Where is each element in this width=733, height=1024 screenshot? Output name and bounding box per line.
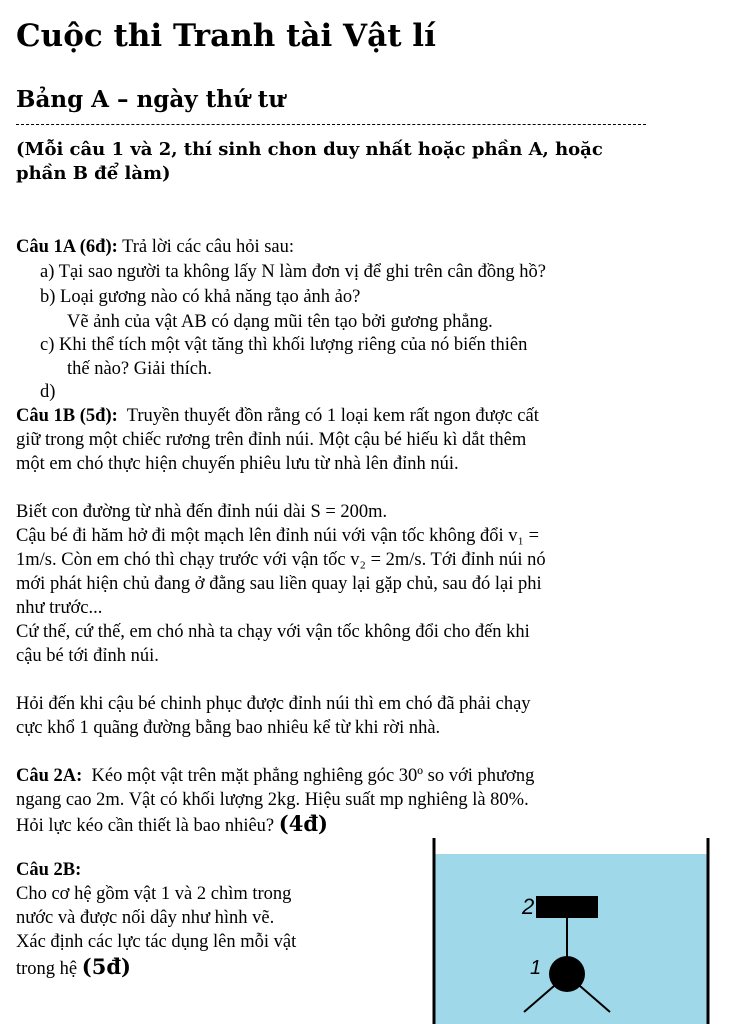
q2a-points: (4đ) (278, 811, 328, 836)
q1b-line-2: giữ trong một chiếc rương trên đỉnh núi. Một cậu bé hiếu kì dắt thêm (16, 430, 527, 450)
dashed-divider (16, 124, 646, 125)
q1b-line-5: Cậu bé đi hăm hở đi một mạch lên đỉnh núi với vận tốc không đổi v₁ = (16, 526, 540, 546)
q2a-label: Câu 2A: (16, 766, 83, 786)
q2b-text-4: trong hệ (16, 959, 78, 979)
q2b-points: (5đ) (81, 954, 131, 979)
q1a-item-c: c) Khi thể tích một vật tăng thì khối lượng riêng của nó biến thiên (40, 335, 528, 355)
object-2-block (536, 896, 598, 918)
q1b-line-12: cực khổ 1 quãng đường bằng bao nhiêu kể từ khi rời nhà. (16, 718, 441, 738)
q1a-intro: Trả lời các câu hỏi sau: (122, 237, 295, 257)
instruction-note: (Mỗi câu 1 và 2, thí sinh chon duy nhất hoặc phần A, hoặc phần B để làm) (16, 139, 603, 184)
q2b-line-3: Xác định các lực tác dụng lên mỗi vật (16, 932, 297, 952)
q1a-item-b: b) Loại gương nào có khả năng tạo ảnh ảo? (40, 287, 361, 307)
q2a-line-2: ngang cao 2m. Vật có khối lượng 2kg. Hiệu suất mp nghiêng là 80%. (16, 790, 529, 810)
page-subtitle: Bảng A – ngày thứ tư (16, 86, 286, 113)
q1b-line-11: Hỏi đến khi cậu bé chinh phục được đỉnh núi thì em chó đã phải chạy (16, 694, 531, 714)
q1a-item-d: d) (40, 382, 56, 402)
q2a-text-3: Hỏi lực kéo cần thiết là bao nhiêu? (16, 816, 275, 836)
q1b-line-3: một em chó thực hiện chuyến phiêu lưu từ nhà lên đỉnh núi. (16, 454, 459, 474)
q1b-line-1 (16, 405, 539, 428)
q1b-line-10: cậu bé tới đỉnh núi. (16, 646, 159, 666)
q1b-line-8: như trước... (16, 598, 103, 618)
q2a-line-3 (16, 812, 328, 838)
page-title: Cuộc thi Tranh tài Vật lí (16, 18, 436, 54)
submerged-objects-figure (430, 838, 712, 1024)
q1a-item-c-cont: thế nào? Giải thích. (67, 359, 212, 379)
q1b-line-7: mới phát hiện chủ đang ở đằng sau liền quay lại gặp chủ, sau đó lại phi (16, 574, 542, 594)
q2b-label: Câu 2B: (16, 860, 82, 880)
q1b-line-9: Cứ thế, cứ thế, em chó nhà ta chạy với vận tốc không đổi cho đến khi (16, 622, 530, 642)
q2a-text-1: Kéo một vật trên mặt phẳng nghiêng góc 30º so với phương (91, 766, 535, 786)
q2b-line-1: Cho cơ hệ gồm vật 1 và 2 chìm trong (16, 884, 292, 904)
q1b-line-6: 1m/s. Còn em chó thì chạy trước với vận tốc v₂ = 2m/s. Tới đỉnh núi nó (16, 550, 546, 570)
q2b-line-2: nước và được nối dây như hình vẽ. (16, 908, 275, 928)
q1b-label: Câu 1B (5đ): (16, 406, 118, 426)
object-2-label: 2 (522, 894, 535, 919)
q1a-item-b-cont: Vẽ ảnh của vật AB có dạng mũi tên tạo bởi gương phẳng. (67, 312, 493, 332)
q1a-item-a: a) Tại sao người ta không lấy N làm đơn vị để ghi trên cân đồng hồ? (40, 262, 547, 282)
q2a-line-1 (16, 765, 534, 788)
q1b-line-4: Biết con đường từ nhà đến đỉnh núi dài S = 200m. (16, 502, 388, 522)
q1a-label: Câu 1A (6đ): (16, 237, 118, 257)
q1a-heading (16, 236, 294, 259)
q2b-line-4 (16, 955, 131, 981)
object-1-label: 1 (530, 957, 542, 979)
q1b-text-1: Truyền thuyết đồn rằng có 1 loại kem rất ngon được cất (126, 406, 539, 426)
water-area (434, 854, 708, 1024)
